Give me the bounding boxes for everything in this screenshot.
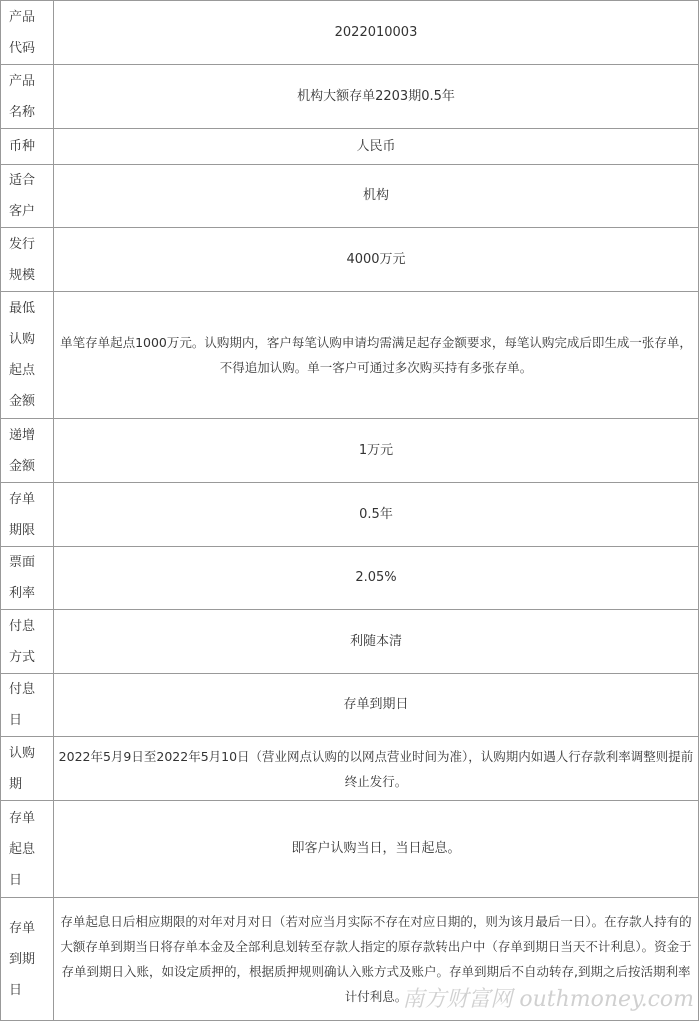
row-value: 2.05% xyxy=(54,547,699,610)
row-value: 0.5年 xyxy=(54,483,699,547)
row-label: 认购期 xyxy=(1,737,54,801)
row-label: 发行规模 xyxy=(1,228,54,292)
table-row xyxy=(1,419,699,483)
row-value: 2022年5月9日至2022年5月10日（营业网点认购的以网点营业时间为准），认购期内如遇人行存款利率调整则提前终止发行。 xyxy=(54,737,699,801)
table-row xyxy=(1,65,699,129)
row-label: 存单起息日 xyxy=(1,801,54,898)
row-value: 2022010003 xyxy=(54,1,699,65)
table-row xyxy=(1,610,699,674)
watermark-logo: 南方财富网 outhmoney.com xyxy=(402,987,694,1012)
row-value: 存单到期日 xyxy=(54,674,699,737)
row-label: 最低认购起点金额 xyxy=(1,292,54,419)
table-row xyxy=(1,483,699,547)
table-row xyxy=(1,737,699,801)
row-value: 存单起息日后相应期限的对年对月对日（若对应当月实际不存在对应日期的，则为该月最后一日）。在存款人持有的大额存单到期当日将存单本金及全部利息划转至存款人指定的原存款转出户中（存单到期日当天不计利息）。资金于存单到期日入账，如设定质押的，根据质押规则确认入账方式及账户。存单到期后不自动转存,到期之后按活期利率计付利息。 xyxy=(54,898,699,1021)
row-label: 产品名称 xyxy=(1,65,54,129)
table-row xyxy=(1,129,699,165)
row-label: 付息方式 xyxy=(1,610,54,674)
table-row xyxy=(1,1,699,65)
row-label: 存单到期日 xyxy=(1,898,54,1021)
row-value: 机构 xyxy=(54,165,699,228)
row-label: 适合客户 xyxy=(1,165,54,228)
row-label: 票面利率 xyxy=(1,547,54,610)
table-row xyxy=(1,801,699,898)
row-label: 存单期限 xyxy=(1,483,54,547)
table-row xyxy=(1,165,699,228)
row-label: 产品代码 xyxy=(1,1,54,65)
row-label: 付息日 xyxy=(1,674,54,737)
row-value: 单笔存单起点1000万元。认购期内，客户每笔认购申请均需满足起存金额要求，每笔认购完成后即生成一张存单，不得追加认购。单一客户可通过多次购买持有多张存单。 xyxy=(54,292,699,419)
row-value: 利随本清 xyxy=(54,610,699,674)
table-row xyxy=(1,292,699,419)
row-value: 人民币 xyxy=(54,129,699,165)
row-value: 机构大额存单2203期0.5年 xyxy=(54,65,699,129)
row-value: 1万元 xyxy=(54,419,699,483)
table-row xyxy=(1,674,699,737)
row-label: 币种 xyxy=(1,129,54,165)
table-row xyxy=(1,547,699,610)
table-row xyxy=(1,228,699,292)
row-value: 4000万元 xyxy=(54,228,699,292)
row-label: 递增金额 xyxy=(1,419,54,483)
row-value: 即客户认购当日，当日起息。 xyxy=(54,801,699,898)
